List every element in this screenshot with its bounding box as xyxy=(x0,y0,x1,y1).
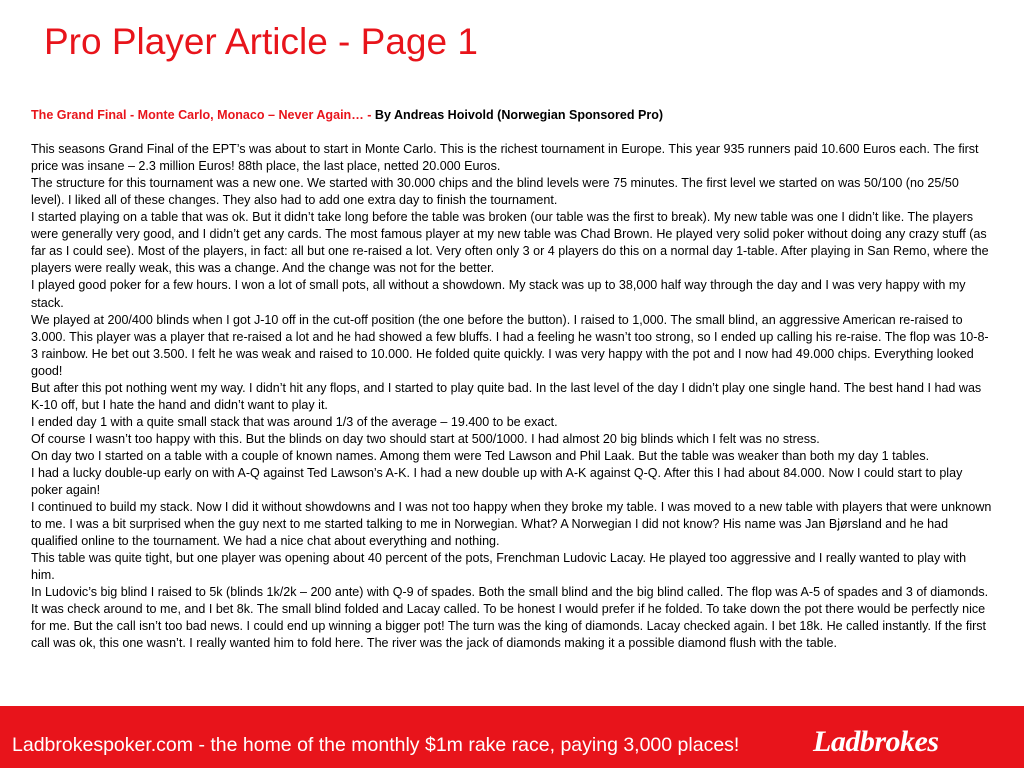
article-paragraph: This seasons Grand Final of the EPT’s was about to start in Monte Carlo. This is the richest tournament in Europe. This year 935 runners paid 10.600 Euros each. The first price was insane – 2.3 million Euros! 88th place, the last place, netted 20.000 Euros. xyxy=(31,142,979,174)
article-paragraph: I started playing on a table that was ok. But it didn’t take long before the table was broken (our table was the first to break). My new table was one I didn’t like. The players were generally very good, and I didn’t get any cards. The most famous player at my new table was Chad Brown. He played very solid poker without doing any crazy stuff (as far as I could see). Most of the players, in fact: all but one re-raised a lot. Very often only 3 or 4 players do this on a normal day 1-table. After playing in San Remo, where the players were really weak, this was a change. And the change was not for the better. xyxy=(31,210,989,276)
article-paragraph: The structure for this tournament was a new one. We started with 30.000 chips and the blind levels were 75 minutes. The first level we started on was 50/100 (no 25/50 level). I liked all of these changes. They also had to add one extra day to finish the tournament. xyxy=(31,176,959,208)
ladbrokes-logo: Ladbrokes xyxy=(813,725,939,758)
article-paragraph: I played good poker for a few hours. I won a lot of small pots, all without a showdown. My stack was up to 38,000 half way through the day and I was very happy with my stack. xyxy=(31,278,966,310)
article-paragraph: We played at 200/400 blinds when I got J-10 off in the cut-off position (the one before the button). I raised to 1,000. The small blind, an aggressive American re-raised to 3.000. This player was a player that re-raised a lot and he had showed a few bluffs. I had a feeling he wasn’t too strong, so I ended up calling his re-raise. The flop was 10-8-3 rainbow. He bet out 3.500. I felt he was weak and raised to 10.000. He folded quite quickly. I was very happy with the pot and I now had 49.000 chips. Everything looked good! xyxy=(31,312,989,378)
article-body xyxy=(31,107,993,653)
article-title: The Grand Final - Monte Carlo, Monaco – Never Again… - xyxy=(31,108,375,122)
footer-tagline: Ladbrokespoker.com - the home of the monthly $1m rake race, paying 3,000 places! xyxy=(12,734,740,756)
article-paragraph: I ended day 1 with a quite small stack that was around 1/3 of the average – 19.400 to be exact. xyxy=(31,414,558,429)
article-paragraph: I continued to build my stack. Now I did it without showdowns and I was not too happy when they broke my table. I was moved to a new table with players that were unknown to me. I was a bit surprised when the guy next to me started talking to me in Norwegian. What? A Norwegian I did not know? His name was Jan Bjørsland and he had qualified online to the tournament. We had a nice chat about everything and nothing. xyxy=(31,500,992,549)
article-paragraph: On day two I started on a table with a couple of known names. Among them were Ted Lawson and Phil Laak. But the table was weaker than both my day 1 tables. xyxy=(31,448,930,463)
article-byline: By Andreas Hoivold (Norwegian Sponsored Pro) xyxy=(374,108,664,122)
article-paragraph: But after this pot nothing went my way. I didn’t hit any flops, and I started to play quite bad. In the last level of the day I didn’t play one single hand. The best hand I had was K-10 off, but I hate the hand and didn’t want to play it. xyxy=(31,380,982,412)
article-paragraph: Of course I wasn’t too happy with this. But the blinds on day two should start at 500/1000. I had almost 20 big blinds which I felt was no stress. xyxy=(31,431,820,446)
article-paragraph: In Ludovic’s big blind I raised to 5k (blinds 1k/2k – 200 ante) with Q-9 of spades. Both the small blind and the big blind called. The flop was A-5 of spades and 3 of diamonds. It was check around to me, and I bet 8k. The small blind folded and Lacay called. To be honest I would prefer if he folded. To take down the pot there would be perfectly nice for me. But the call isn’t too bad news. I could end up winning a bigger pot! The turn was the king of diamonds. Lacay checked again. I bet 18k. He called instantly. If the first call was ok, this one wasn’t. I really wanted him to fold here. The river was the jack of diamonds making it a possible diamond flush with the table. xyxy=(31,585,989,651)
article-paragraph: This table was quite tight, but one player was opening about 40 percent of the pots, Frenchman Ludovic Lacay. He played too aggressive and I really wanted to play with him. xyxy=(31,551,967,583)
footer-banner xyxy=(0,706,1024,768)
page-title: Pro Player Article - Page 1 xyxy=(44,21,478,62)
article-paragraph: I had a lucky double-up early on with A-Q against Ted Lawson’s A-K. I had a new double up with A-K against Q-Q. After this I had about 84.000. Now I could start to play poker again! xyxy=(31,465,963,498)
article-headline xyxy=(31,107,993,124)
